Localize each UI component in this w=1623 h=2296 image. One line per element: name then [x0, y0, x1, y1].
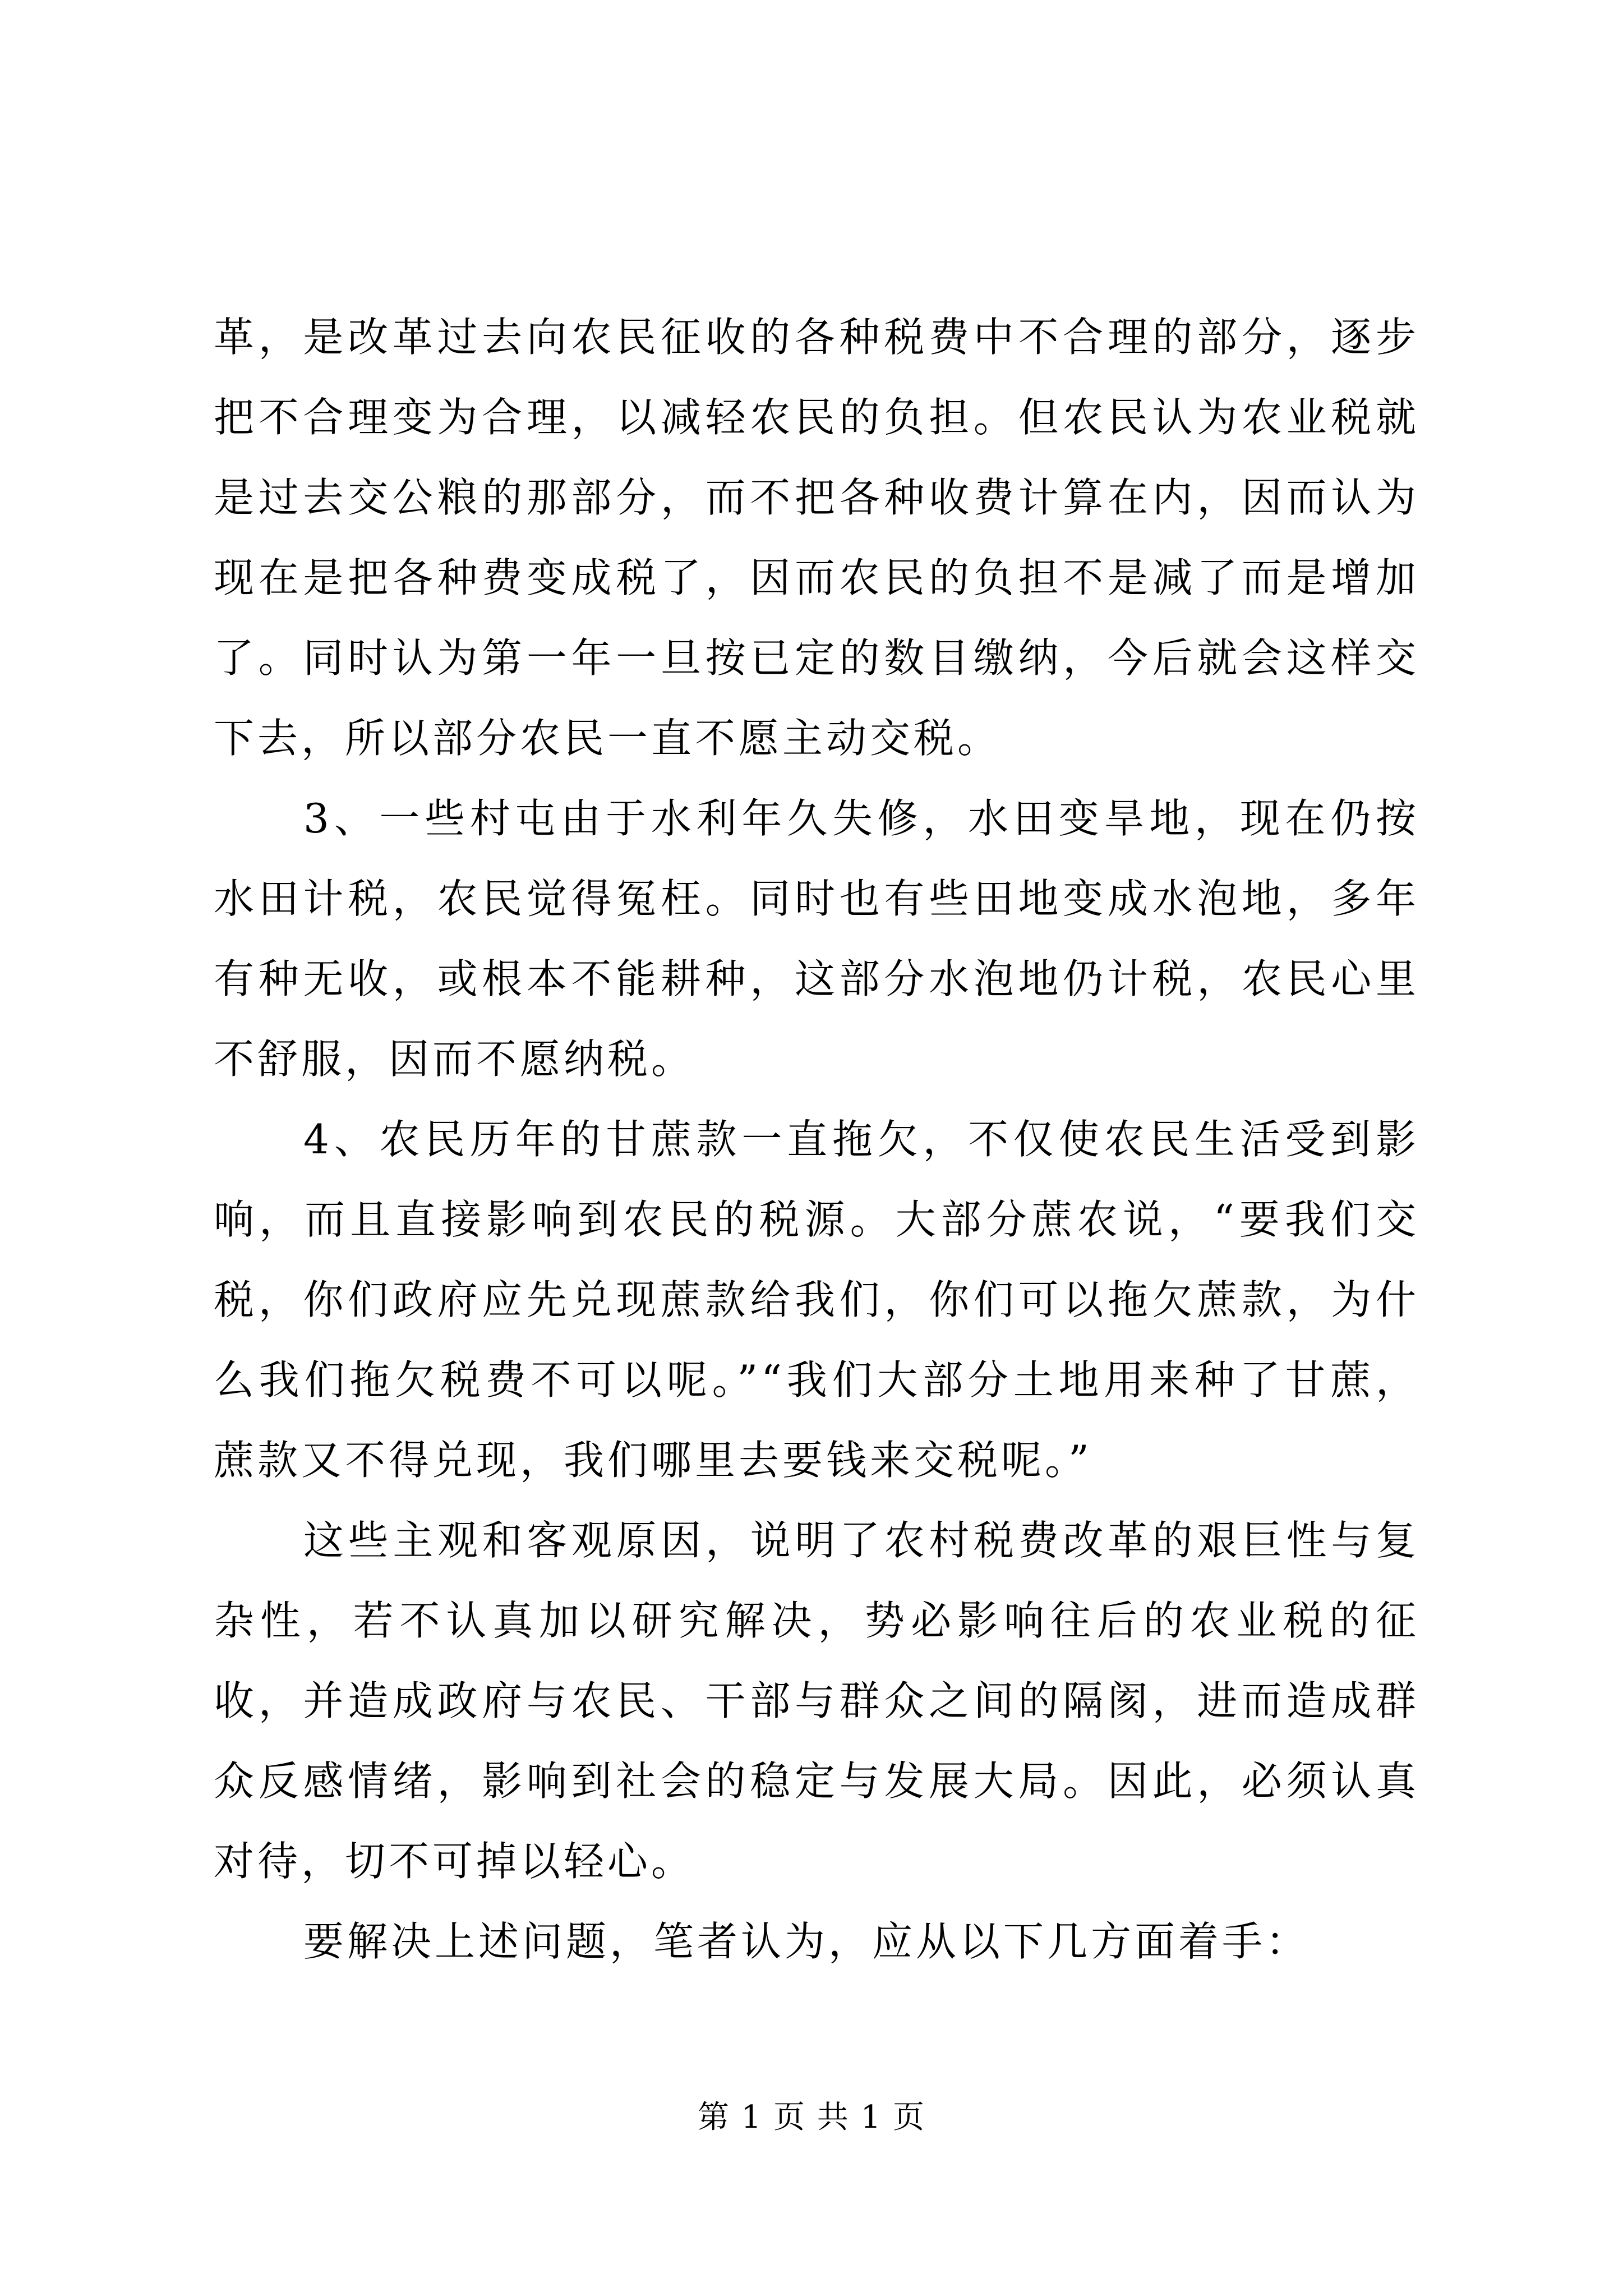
paragraph-solution-intro: 要解决上述问题，笔者认为，应从以下几方面着手： [303, 1918, 1310, 1965]
page-footer: 第 1 页 共 1 页 [697, 2099, 926, 2136]
paragraph-summary: 这些主观和客观原因，说明了农村税费改革的艰巨性与复杂性，若不认真加以研究解决，势必影响往后的农业税的征收，并造成政府与农民、干部与群众之间的隔阂，进而造成群众反感情绪，影响到社会的稳定与发展大局。因此，必须认真对待，切不可掉以轻心。 [214, 1517, 1419, 1885]
body-text [214, 297, 1419, 1982]
paragraph-continuation: 革，是改革过去向农民征收的各种税费中不合理的部分，逐步把不合理变为合理，以减轻农民的负担。但农民认为农业税就是过去交公粮的那部分，而不把各种收费计算在内，因而认为现在是把各种费变成税了，因而农民的负担不是减了而是增加了。同时认为第一年一旦按已定的数目缴纳，今后就会这样交下去，所以部分农民一直不愿主动交税。 [214, 314, 1419, 762]
paragraph-item-3: 3、一些村屯由于水利年久失修，水田变旱地，现在仍按水田计税，农民觉得冤枉。同时也有些田地变成水泡地，多年有种无收，或根本不能耕种，这部分水泡地仍计税，农民心里不舒服，因而不愿纳税。 [214, 795, 1419, 1083]
paragraph-item-4: 4、农民历年的甘蔗款一直拖欠，不仅使农民生活受到影响，而且直接影响到农民的税源。大部分蔗农说，“要我们交税，你们政府应先兑现蔗款给我们，你们可以拖欠蔗款，为什么我们拖欠税费不可以呢。”“我们大部分土地用来种了甘蔗，蔗款又不得兑现，我们哪里去要钱来交税呢。” [214, 1116, 1419, 1484]
